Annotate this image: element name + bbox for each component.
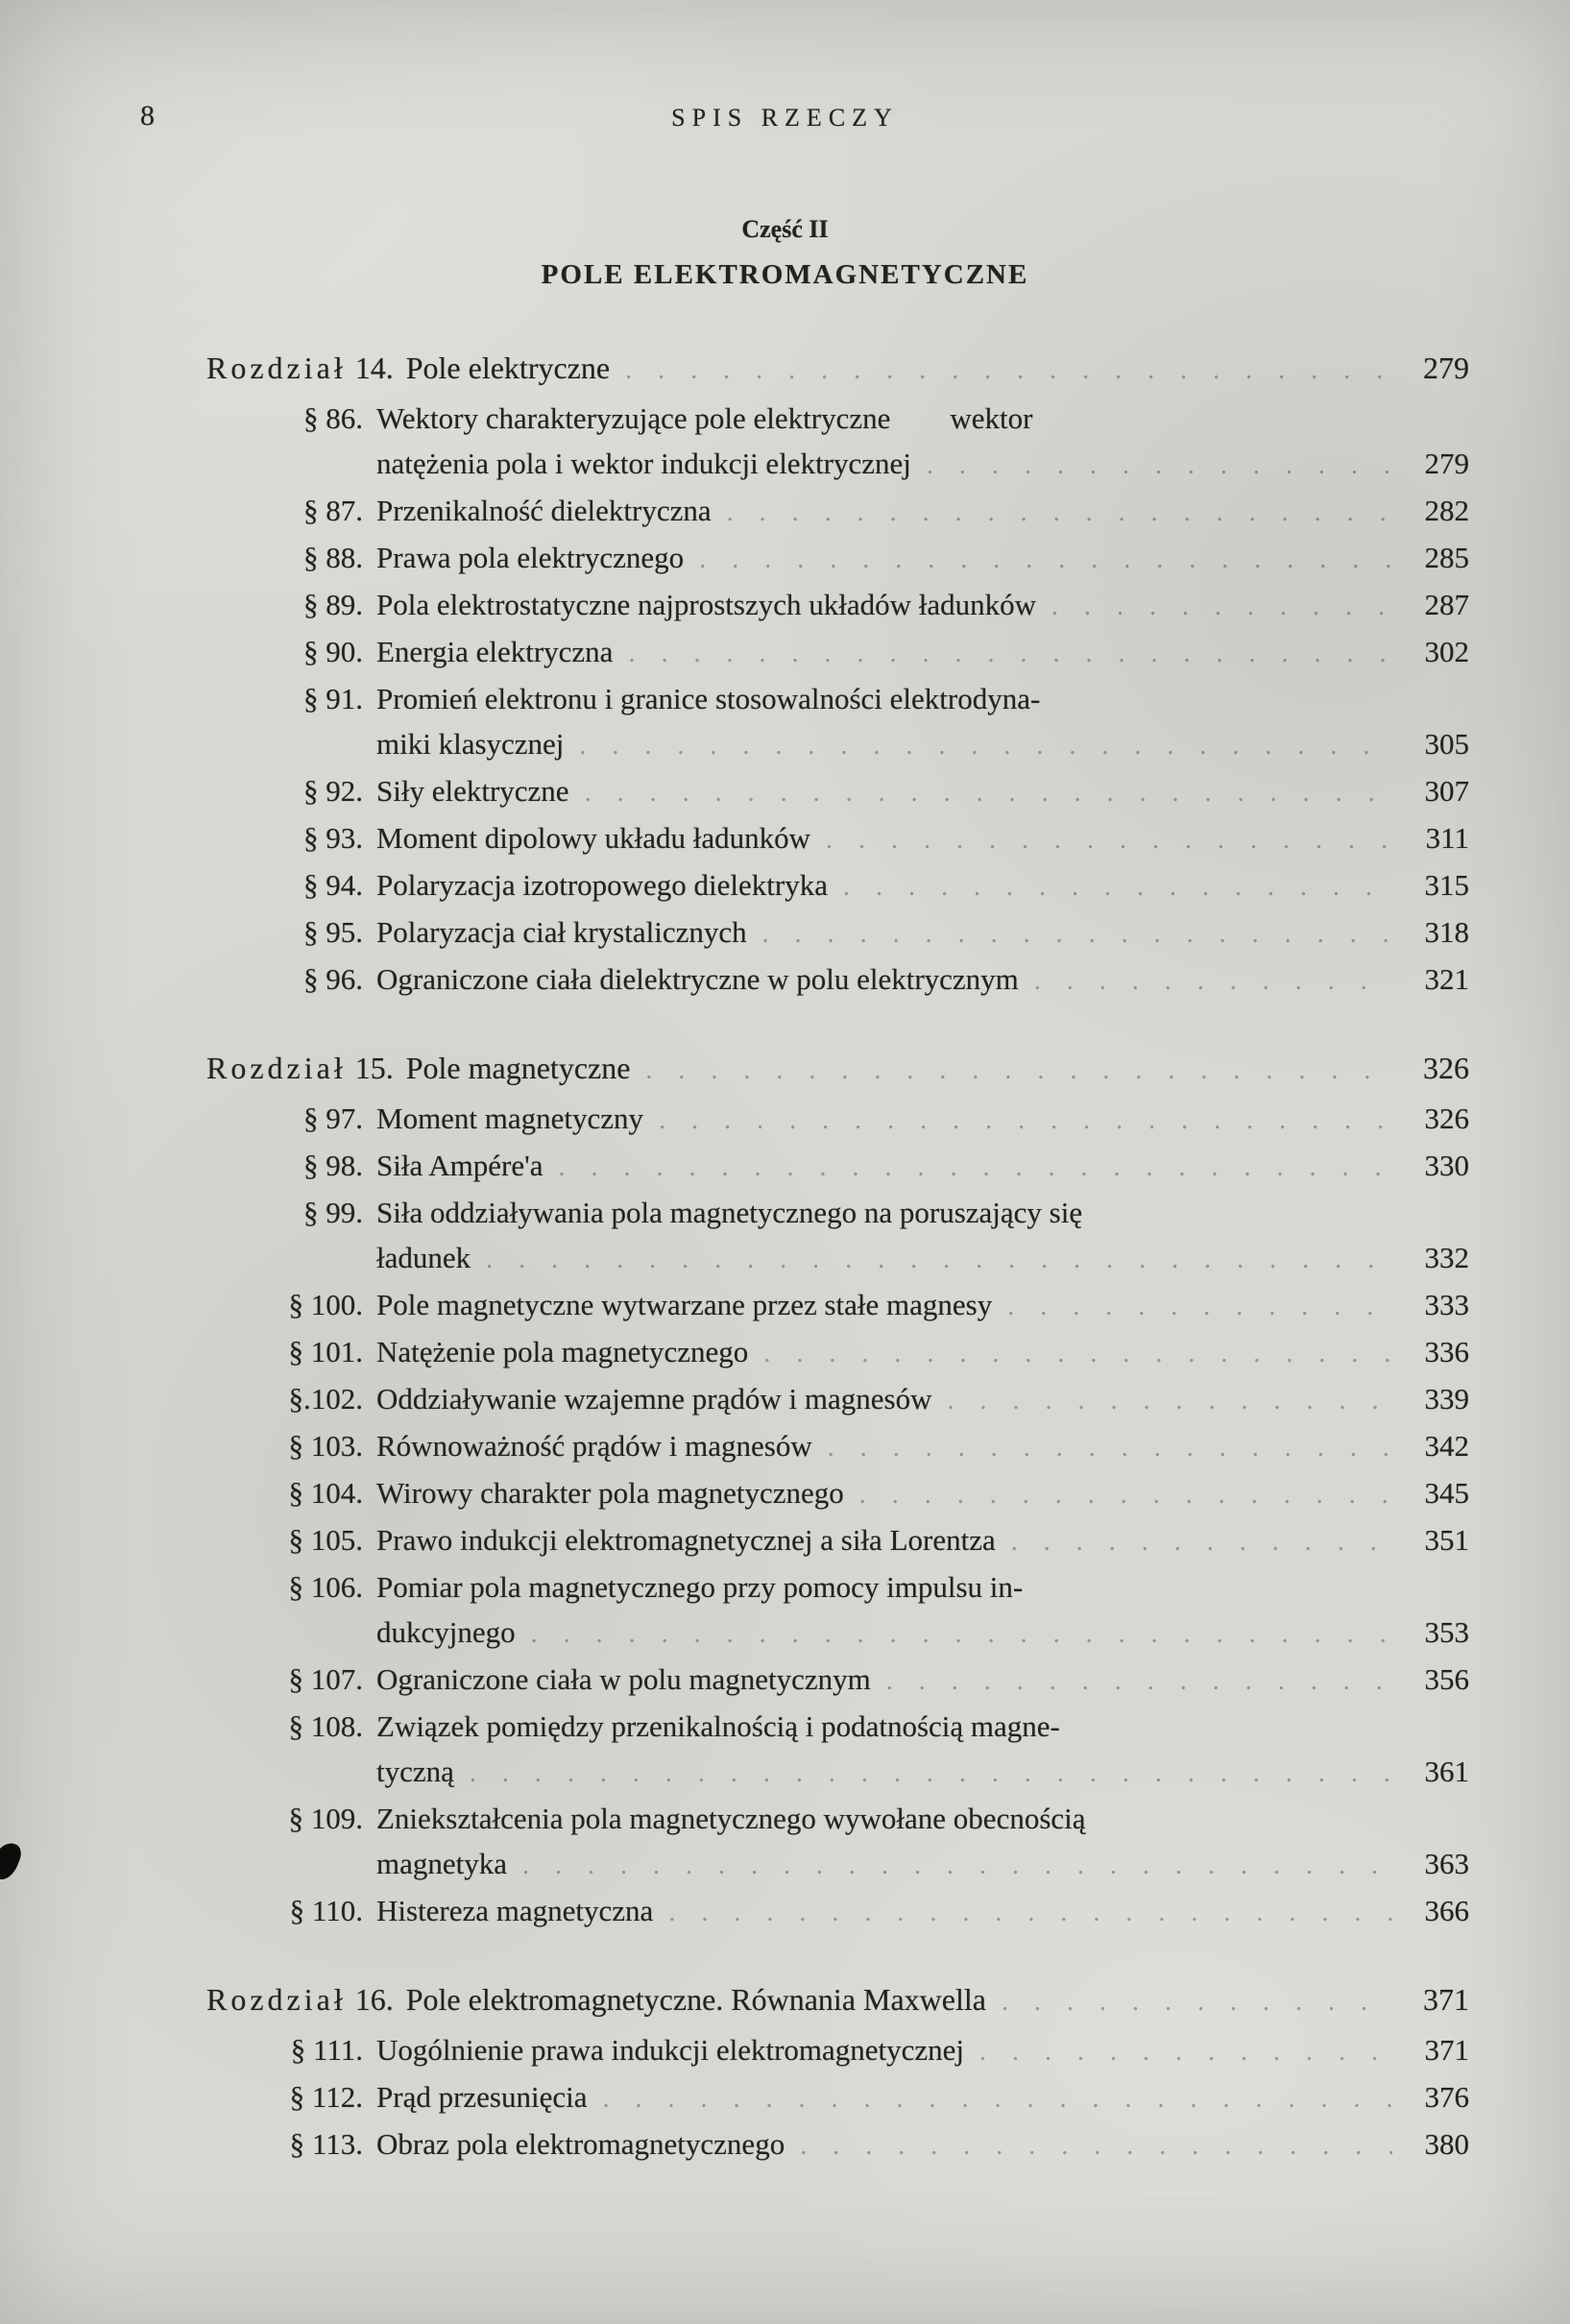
toc-entry	[206, 1470, 1469, 1517]
dot-leader	[1034, 956, 1392, 1004]
dot-leader	[762, 909, 1392, 956]
entry-number: § 101.	[288, 1335, 363, 1368]
chapter-label: Rozdział	[206, 1051, 347, 1085]
entry-page-number: 279	[1424, 447, 1469, 480]
dot-leader	[645, 1046, 1392, 1093]
entry-number: §.102.	[288, 1382, 363, 1416]
dot-leader	[628, 629, 1392, 676]
entry-number: § 112.	[289, 2080, 363, 2114]
entry-line-text: Obraz pola elektromagnetycznego	[376, 2127, 785, 2161]
running-header: SPIS RZECZY	[671, 104, 899, 132]
chapter-title: Pole elektromagnetyczne. Równania Maxwella	[405, 1982, 986, 2017]
chapter-label: Rozdział	[206, 1982, 347, 2017]
entry-last-line	[376, 1470, 1469, 1517]
toc-entry	[206, 396, 1469, 488]
toc-entry	[206, 1657, 1469, 1704]
entry-line-text: Pole magnetyczne wytwarzane przez stałe magnesy	[376, 1288, 993, 1321]
dot-leader	[886, 1657, 1392, 1704]
dot-leader	[826, 815, 1392, 862]
entry-text	[376, 488, 1469, 535]
entry-number: § 86.	[303, 401, 363, 435]
dot-leader	[579, 721, 1392, 768]
entry-page-number: 287	[1424, 588, 1469, 621]
chapter	[206, 346, 1469, 1004]
entry-line-text: Natężenie pola magnetycznego	[376, 1335, 749, 1368]
entry-page-number: 342	[1424, 1429, 1469, 1463]
entry-text	[376, 1329, 1469, 1376]
toc-entry	[206, 862, 1469, 909]
entry-text	[376, 956, 1469, 1004]
entry-number: § 100.	[288, 1288, 363, 1321]
entry-number: § 92.	[303, 774, 363, 808]
toc-entry	[206, 2027, 1469, 2074]
entry-page-number: 356	[1424, 1662, 1469, 1696]
entry-number: § 99.	[303, 1196, 363, 1229]
part-label: Część II	[741, 215, 829, 243]
entry-line-text: Moment dipolowy układu ładunków	[376, 821, 811, 855]
entry-line-text: ładunek	[376, 1241, 471, 1274]
entry-line-text: Energia elektryczna	[376, 635, 614, 668]
entry-last-line	[376, 1657, 1469, 1704]
dot-leader	[859, 1470, 1392, 1517]
entry-line-text: Równoważność prądów i magnesów	[376, 1429, 812, 1463]
entry-number: § 88.	[303, 541, 363, 574]
entry-last-line	[376, 1376, 1469, 1423]
entry-line: Promień elektronu i granice stosowalności elektrodyna-	[376, 682, 1041, 715]
entry-number: § 98.	[303, 1149, 363, 1182]
dot-leader	[947, 1376, 1392, 1423]
part-title: POLE ELEKTROMAGNETYCZNE	[541, 259, 1029, 290]
entry-line-text: Histereza magnetyczna	[376, 1894, 654, 1927]
entry-number: § 108.	[288, 1709, 363, 1743]
entry-line-text: Wirowy charakter pola magnetycznego	[376, 1476, 844, 1510]
entry-line-text: Polaryzacja ciał krystalicznych	[376, 915, 747, 949]
entry-last-line	[376, 1841, 1469, 1888]
toc-entry	[206, 535, 1469, 582]
entry-page-number: 302	[1424, 635, 1469, 668]
toc-entry	[206, 1423, 1469, 1470]
entry-last-line	[376, 862, 1469, 909]
entry-number: § 91.	[303, 682, 363, 715]
entry-page-number: 305	[1424, 727, 1469, 761]
entry-last-line	[376, 2074, 1469, 2121]
entry-last-line	[376, 1888, 1469, 1935]
toc-entry	[206, 1888, 1469, 1935]
entry-line-text: Moment magnetyczny	[376, 1101, 644, 1135]
toc-entry	[206, 1704, 1469, 1796]
chapter-entries	[206, 1096, 1469, 1935]
entry-number: § 109.	[288, 1802, 363, 1835]
chapter-number: 14.	[354, 351, 394, 385]
entry-last-line	[376, 1610, 1469, 1657]
entry-line-text: Prąd przesunięcia	[376, 2080, 588, 2114]
toc-entry	[206, 909, 1469, 956]
entry-number: § 90.	[303, 635, 363, 668]
entry-line-text: Ograniczone ciała dielektryczne w polu elektrycznym	[376, 962, 1019, 996]
entry-number: § 95.	[303, 915, 363, 949]
entry-line-text: dukcyjnego	[376, 1615, 516, 1649]
entry-page-number: 371	[1424, 2033, 1469, 2067]
dot-leader	[585, 768, 1392, 815]
entry-last-line	[376, 1282, 1469, 1329]
entry-line-text: Ograniczone ciała w polu magnetycznym	[376, 1662, 871, 1696]
entry-line-text: Przenikalność dielektryczna	[376, 494, 712, 527]
entry-page-number: 332	[1424, 1241, 1469, 1274]
entry-line-text: Oddziaływanie wzajemne prądów i magnesów	[376, 1382, 932, 1416]
entry-text	[376, 909, 1469, 956]
entry-number: § 97.	[303, 1101, 363, 1135]
entry-last-line	[376, 909, 1469, 956]
entry-page-number: 361	[1424, 1755, 1469, 1788]
toc-entry	[206, 1096, 1469, 1143]
entry-page-number: 285	[1424, 541, 1469, 574]
dot-leader	[625, 346, 1392, 393]
dot-leader	[979, 2027, 1392, 2074]
chapter-page-number: 279	[1423, 351, 1469, 385]
dot-leader	[800, 2121, 1392, 2168]
entry-text	[376, 768, 1469, 815]
entry-number: § 93.	[303, 821, 363, 855]
dot-leader	[558, 1143, 1392, 1190]
entry-page-number: 311	[1425, 821, 1469, 855]
dot-leader	[522, 1841, 1392, 1888]
chapter-number: 15.	[354, 1051, 394, 1085]
entry-last-line	[376, 1096, 1469, 1143]
entry-text	[376, 629, 1469, 676]
dot-leader	[531, 1610, 1392, 1657]
entry-page-number: 363	[1424, 1847, 1469, 1880]
entry-page-number: 307	[1424, 774, 1469, 808]
entry-line-text: Pola elektrostatyczne najprostszych układów ładunków	[376, 588, 1036, 621]
entry-text	[376, 396, 1469, 488]
entry-last-line	[376, 1143, 1469, 1190]
entry-text	[376, 1143, 1469, 1190]
entry-last-line	[376, 582, 1469, 629]
entry-text	[376, 815, 1469, 862]
toc-entry	[206, 2074, 1469, 2121]
entry-page-number: 376	[1424, 2080, 1469, 2114]
entry-line-text: natężenia pola i wektor indukcji elektrycznej	[376, 447, 911, 480]
toc-entry	[206, 2121, 1469, 2168]
toc-entry	[206, 815, 1469, 862]
entry-text	[376, 1423, 1469, 1470]
entry-last-line	[376, 1423, 1469, 1470]
entry-page-number: 353	[1424, 1615, 1469, 1649]
entry-text	[376, 1704, 1469, 1796]
toc-entry	[206, 1282, 1469, 1329]
entry-page-number: 321	[1424, 962, 1469, 996]
dot-leader	[828, 1423, 1392, 1470]
entry-line-text: Siła Ampére'a	[376, 1149, 543, 1182]
entry-text	[376, 1096, 1469, 1143]
dot-leader	[763, 1329, 1392, 1376]
entry-number: § 106.	[288, 1570, 363, 1604]
chapter-page-number: 371	[1423, 1982, 1469, 2017]
dot-leader	[668, 1888, 1392, 1935]
toc-entry	[206, 1517, 1469, 1564]
entry-text	[376, 676, 1469, 768]
entry-text	[376, 1376, 1469, 1423]
ink-blot	[0, 1839, 25, 1884]
entry-page-number: 351	[1424, 1523, 1469, 1557]
dot-leader	[1011, 1517, 1392, 1564]
toc-entry	[206, 1376, 1469, 1423]
entry-text	[376, 1190, 1469, 1282]
entry-text	[376, 582, 1469, 629]
entry-line-text: Polaryzacja izotropowego dielektryka	[376, 868, 828, 902]
entry-page-number: 330	[1424, 1149, 1469, 1182]
entry-number: § 111.	[290, 2033, 363, 2067]
entry-text	[376, 1796, 1469, 1888]
entry-last-line	[376, 1749, 1469, 1796]
entry-page-number: 282	[1424, 494, 1469, 527]
entry-page-number: 318	[1424, 915, 1469, 949]
entry-last-line	[376, 2027, 1469, 2074]
toc-entry	[206, 488, 1469, 535]
entry-page-number: 380	[1424, 2127, 1469, 2161]
entry-line-text: Prawo indukcji elektromagnetycznej a siła Lorentza	[376, 1523, 996, 1557]
entry-last-line	[376, 1329, 1469, 1376]
chapter-title: Pole magnetyczne	[405, 1051, 631, 1085]
entry-number: § 87.	[303, 494, 363, 527]
entry-last-line	[376, 815, 1469, 862]
entry-last-line	[376, 721, 1469, 768]
entry-last-line	[376, 488, 1469, 535]
entry-line-text: Uogólnienie prawa indukcji elektromagnetycznej	[376, 2033, 965, 2067]
entry-text	[376, 1657, 1469, 1704]
page-number: 8	[140, 100, 155, 132]
entry-last-line	[376, 768, 1469, 815]
entry-number: § 104.	[288, 1476, 363, 1510]
dot-leader	[1002, 1977, 1392, 2024]
chapter-heading	[206, 346, 1469, 393]
chapter-number: 16.	[354, 1982, 394, 2017]
entry-text	[376, 1564, 1469, 1657]
toc-entry	[206, 1796, 1469, 1888]
chapter-entries	[206, 396, 1469, 1004]
entry-page-number: 326	[1424, 1101, 1469, 1135]
entry-last-line	[376, 535, 1469, 582]
chapter	[206, 1046, 1469, 1935]
entry-text	[376, 1517, 1469, 1564]
toc-entry	[206, 1190, 1469, 1282]
entry-text	[376, 1282, 1469, 1329]
dot-leader	[699, 535, 1392, 582]
chapter-heading	[206, 1977, 1469, 2024]
entry-line: Wektory charakteryzujące pole elektryczne wektor	[376, 401, 1033, 435]
dot-leader	[1007, 1282, 1392, 1329]
entry-last-line	[376, 629, 1469, 676]
dot-leader	[843, 862, 1392, 909]
entry-last-line	[376, 441, 1469, 488]
dot-leader	[659, 1096, 1392, 1143]
toc-entry	[206, 1143, 1469, 1190]
entry-last-line	[376, 2121, 1469, 2168]
entry-page-number: 315	[1424, 868, 1469, 902]
entry-text	[376, 2027, 1469, 2074]
toc-entry	[206, 956, 1469, 1004]
entry-line: Zniekształcenia pola magnetycznego wywołane obecnością	[376, 1802, 1086, 1835]
chapter-entries	[206, 2027, 1469, 2168]
dot-leader	[1051, 582, 1392, 629]
entry-line-text: magnetyka	[376, 1847, 508, 1880]
chapter	[206, 1977, 1469, 2168]
toc-entry	[206, 676, 1469, 768]
entry-line-text: Siły elektryczne	[376, 774, 569, 808]
entry-last-line	[376, 1235, 1469, 1282]
entry-number: § 94.	[303, 868, 363, 902]
entry-last-line	[376, 1517, 1469, 1564]
entry-page-number: 336	[1424, 1335, 1469, 1368]
entry-text	[376, 1888, 1469, 1935]
dot-leader	[470, 1749, 1392, 1796]
entry-page-number: 339	[1424, 1382, 1469, 1416]
chapter-title: Pole elektryczne	[405, 351, 611, 385]
dot-leader	[927, 441, 1392, 488]
entry-line: Pomiar pola magnetycznego przy pomocy impulsu in-	[376, 1570, 1024, 1604]
entry-page-number: 366	[1424, 1894, 1469, 1927]
entry-number: § 107.	[288, 1662, 363, 1696]
dot-leader	[602, 2074, 1392, 2121]
toc-entry	[206, 768, 1469, 815]
entry-number: § 96.	[303, 962, 363, 996]
entry-line-text: miki klasycznej	[376, 727, 565, 761]
table-of-contents	[206, 346, 1469, 2168]
entry-number: § 113.	[289, 2127, 363, 2161]
entry-number: § 110.	[289, 1894, 363, 1927]
dot-leader	[727, 488, 1392, 535]
entry-number: § 89.	[303, 588, 363, 621]
entry-line-text: Prawa pola elektrycznego	[376, 541, 685, 574]
toc-entry	[206, 1564, 1469, 1657]
entry-text	[376, 1470, 1469, 1517]
chapter-heading	[206, 1046, 1469, 1093]
dot-leader	[486, 1235, 1392, 1282]
toc-entry	[206, 629, 1469, 676]
entry-text	[376, 2074, 1469, 2121]
entry-page-number: 333	[1424, 1288, 1469, 1321]
entry-line-text: tyczną	[376, 1755, 454, 1788]
entry-last-line	[376, 956, 1469, 1004]
entry-number: § 105.	[288, 1523, 363, 1557]
entry-number: § 103.	[288, 1429, 363, 1463]
entry-text	[376, 2121, 1469, 2168]
toc-entry	[206, 582, 1469, 629]
chapter-label: Rozdział	[206, 351, 347, 385]
entry-line: Związek pomiędzy przenikalnością i podatnością magne-	[376, 1709, 1060, 1743]
entry-line: Siła oddziaływania pola magnetycznego na poruszający się	[376, 1196, 1083, 1229]
toc-entry	[206, 1329, 1469, 1376]
chapter-page-number: 326	[1423, 1051, 1469, 1085]
entry-text	[376, 535, 1469, 582]
entry-text	[376, 862, 1469, 909]
entry-page-number: 345	[1424, 1476, 1469, 1510]
